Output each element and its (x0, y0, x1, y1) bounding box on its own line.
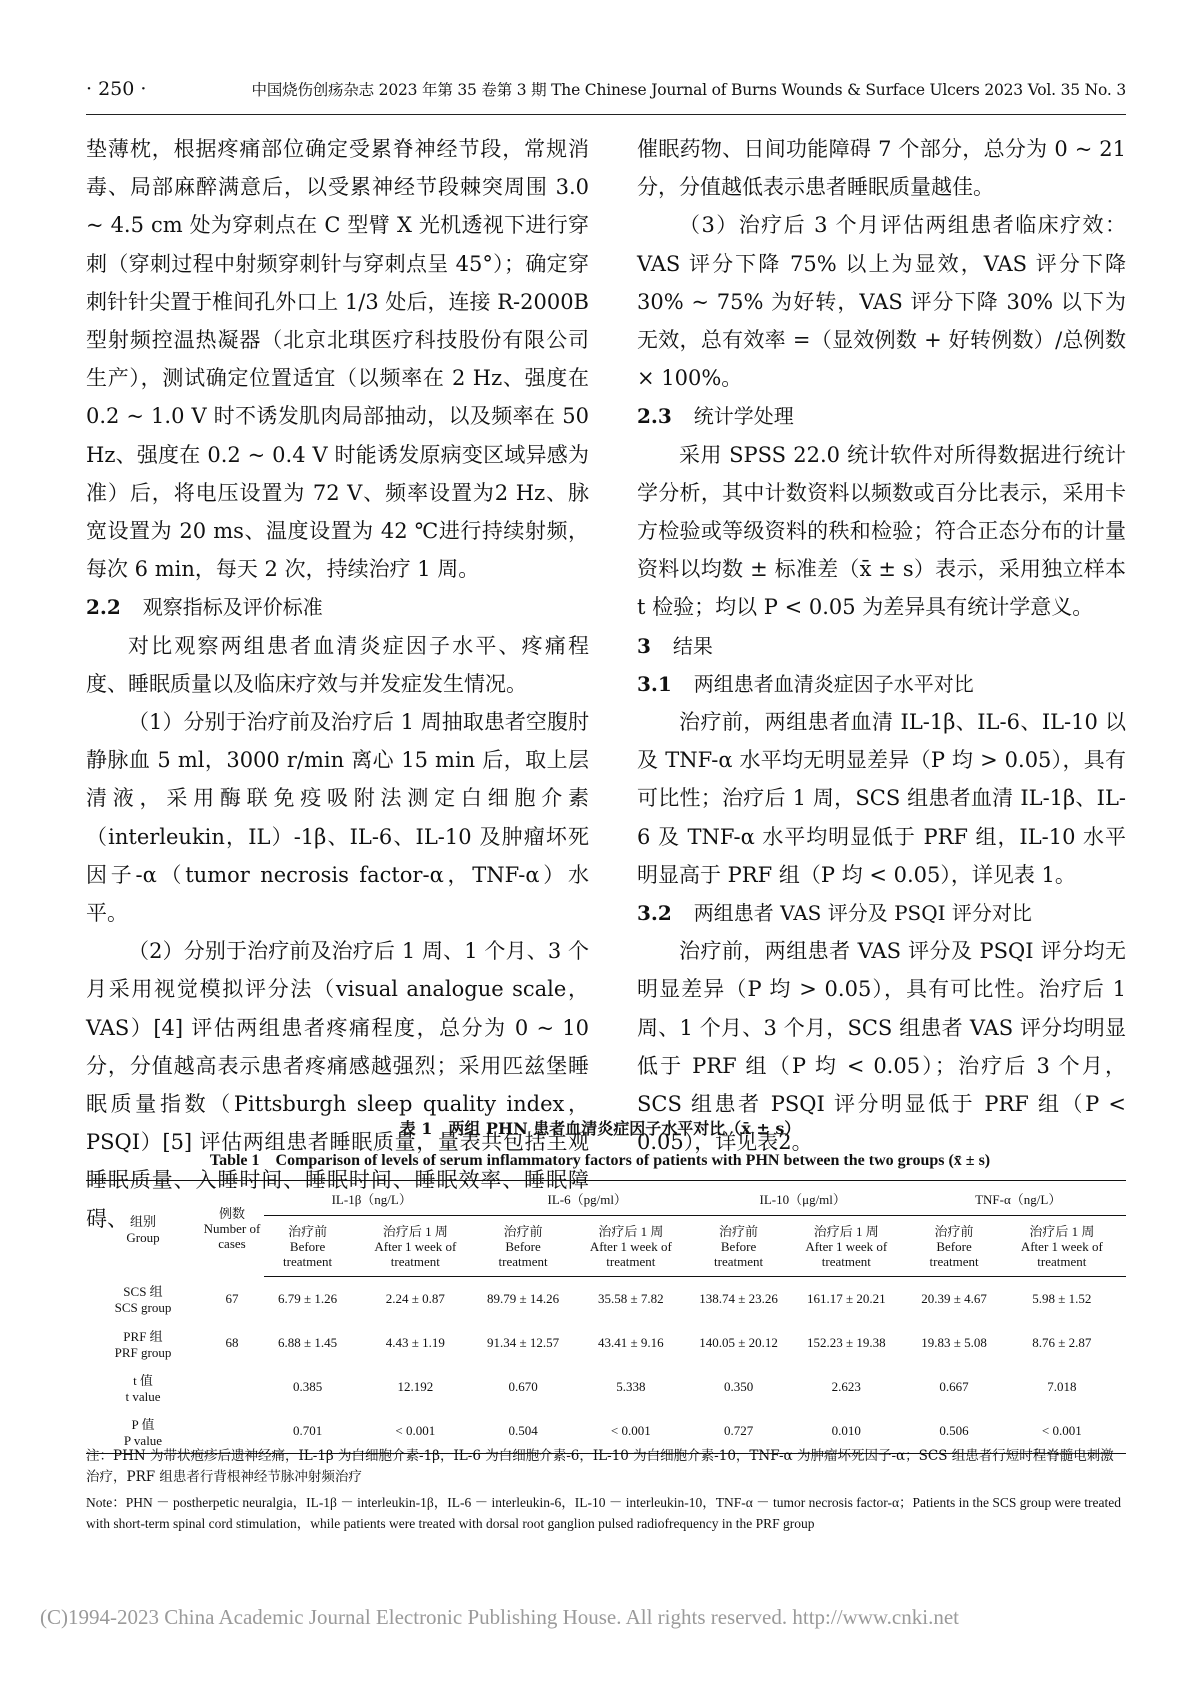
page-header (86, 78, 1126, 112)
table-cell: 0.667 (939, 1379, 969, 1394)
header-before: 治疗前 Before treatment (479, 1216, 566, 1277)
header-before: 治疗前 Before treatment (264, 1216, 351, 1277)
table-cell: < 0.001 (998, 1409, 1126, 1454)
note-cn: 注：PHN 为带状疱疹后遗神经痛，IL-1β 为白细胞介素-1β，IL-6 为白细胞介素-6，IL-10 为白细胞介素-10，TNF-α 为肿瘤坏死因子-α；SCS 组患者行短时程脊髓电刺激治疗，PRF 组患者行背根神经节脉冲射频治疗 (86, 1448, 1114, 1485)
section-title: 结果 (672, 633, 713, 658)
paragraph: 催眠药物、日间功能障碍 7 个部分，总分为 0 ~ 21 分，分值越低表示患者睡眠质量越佳。 (637, 137, 1126, 200)
paragraph: 垫薄枕，根据疼痛部位确定受累脊神经节段，常规消毒、局部麻醉满意后，以受累神经节段棘突周围 3.0 ~ 4.5 cm 处为穿刺点在 C 型臂 X 光机透视下进行穿刺（穿刺过程中射频穿刺针与穿刺点呈 45°）；确定穿刺针针尖置于椎间孔外口上 1/3 处后，连接 R-2000B 型射频控温热凝器（北京北琪医疗科技股份有限公司生产），测试确定位置适宜（以频率在 2 Hz、强度在 0.2 ~ 1.0 V 时不诱发肌肉局部抽动，以及频率在 50 Hz、强度在 0.2 ~ 0.4 V 时能诱发原病变区域异感为准）后，将电压设置为 72 V、频率设置为2 Hz、脉宽设置为 20 ms、温度设置为 42 ℃进行持续射频，每次 6 min，每天 2 次，持续治疗 1 周。 (86, 137, 589, 582)
row-cases: 67 (225, 1290, 239, 1306)
table-cell: 2.24 ± 0.87 (385, 1291, 445, 1306)
paragraph: 采用 SPSS 22.0 统计软件对所得数据进行统计学分析，其中计数资料以频数或百分比表示，采用卡方检验或等级资料的秩和检验；符合正态分布的计量资料以均数 ± 标准差（x̄ ± s）表示，采用独立样本 t 检验；均以 P < 0.05 为差异具有统计学意义。 (637, 442, 1126, 620)
row-label: P 值 P value (86, 1409, 200, 1454)
table-cell: 138.74 ± 23.26 (699, 1291, 778, 1306)
header-marker: IL-6（pg/ml） (479, 1181, 694, 1216)
table-cell: 0.701 (264, 1409, 351, 1454)
row-label: PRF 组 PRF group (114, 1328, 172, 1360)
row-label: t 值 t value (125, 1372, 161, 1404)
table-cell: 8.76 ± 2.87 (1032, 1335, 1092, 1350)
running-title: 中国烧伤创疡杂志 2023 年第 35 卷第 3 期 The Chinese Journal of Burns Wounds & Surface Ulcers 2023 Vol. 35 No. 3 (251, 81, 1126, 99)
section-number: 2.2 (86, 595, 121, 620)
section-title: 统计学处理 (693, 404, 794, 429)
table-cell: 4.43 ± 1.19 (385, 1335, 445, 1350)
table-caption-cn: 表 1 两组 PHN 患者血清炎症因子水平对比（x̄ ± s） (399, 1119, 801, 1138)
table-cell: 140.05 ± 20.12 (699, 1335, 778, 1350)
table-row (86, 1365, 1126, 1409)
table-cell: 0.010 (782, 1409, 910, 1454)
header-after: 治疗后 1 周 After 1 week of treatment (782, 1216, 910, 1277)
paragraph: 治疗前，两组患者 VAS 评分及 PSQI 评分均无明显差异（P 均 > 0.05），具有可比性。治疗后 1 周、1 个月、3 个月，SCS 组患者 VAS 评分均明显低于 PRF 组（P 均 < 0.05）；治疗后 3 个月，SCS 组患者 PSQI 评分明显低于 PRF 组（P < 0.05），详见表2。 (637, 939, 1126, 1155)
table-1 (86, 1180, 1126, 1454)
table-cell: 0.506 (910, 1409, 997, 1454)
header-before: 治疗前 Before treatment (695, 1216, 782, 1277)
paragraph: 对比观察两组患者血清炎症因子水平、疼痛程度、睡眠质量以及临床疗效与并发症发生情况。 (86, 633, 589, 696)
section-title: 两组患者 VAS 评分及 PSQI 评分对比 (693, 901, 1032, 926)
header-marker: IL-10（μg/ml） (695, 1181, 910, 1216)
table-cell: 91.34 ± 12.57 (487, 1335, 560, 1350)
header-rule (86, 114, 1126, 115)
table-cell: 0.350 (723, 1379, 754, 1394)
table-cell: 2.623 (831, 1379, 861, 1394)
table-cell: 35.58 ± 7.82 (598, 1291, 664, 1306)
table-cell: 12.192 (397, 1379, 434, 1394)
table-cell: 7.018 (1047, 1379, 1077, 1394)
header-before: 治疗前 Before treatment (910, 1216, 997, 1277)
table-cell: 43.41 ± 9.16 (598, 1335, 664, 1350)
section-number: 3 (637, 633, 651, 658)
paragraph: （1）分别于治疗前及治疗后 1 周抽取患者空腹肘静脉血 5 ml，3000 r/min 离心 15 min 后，取上层清液，采用酶联免疫吸附法测定白细胞介素（interleukin，IL）-1β、IL-6、IL-10 及肿瘤坏死因子-α（tumor necrosis factor-α，TNF-α）水平。 (86, 710, 589, 926)
page-number: · 250 · (86, 78, 147, 100)
section-number: 2.3 (637, 404, 672, 429)
table-cell: 19.83 ± 5.08 (921, 1335, 987, 1350)
table-cell: 161.17 ± 20.21 (806, 1291, 886, 1306)
header-marker: TNF-α（ng/L） (910, 1181, 1126, 1216)
table-row (86, 1277, 1126, 1322)
table-cell: 5.338 (616, 1379, 646, 1394)
table-cell: 6.88 ± 1.45 (278, 1335, 338, 1350)
table-notes (86, 1446, 1126, 1538)
header-group: 组别 Group (86, 1181, 200, 1277)
section-heading-3-2 (637, 894, 1126, 932)
section-heading-3-1 (637, 665, 1126, 703)
header-cases: 例数 Number of cases (200, 1181, 264, 1277)
section-number: 3.1 (637, 671, 672, 696)
right-column (637, 130, 1126, 1161)
header-after: 治疗后 1 周 After 1 week of treatment (351, 1216, 479, 1277)
copyright-footer: (C)1994-2023 China Academic Journal Electronic Publishing House. All rights reserved. http://www.cnki.net (40, 1605, 959, 1629)
table-cell: 0.670 (508, 1379, 538, 1394)
header-after: 治疗后 1 周 After 1 week of treatment (998, 1216, 1126, 1277)
table-cell: 20.39 ± 4.67 (921, 1291, 987, 1306)
header-marker: IL-1β（ng/L） (264, 1181, 479, 1216)
note-en: Note：PHN － postherpetic neuralgia，IL-1β － interleukin-1β，IL-6 － interleukin-6，IL-10 － interleukin-10，TNF-α － tumor necrosis factor-α；Patients in the SCS group were treated with short-term spinal cord stimulation，while patients were treated with dorsal root ganglion pulsed radiofrequency in the PRF group (86, 1495, 1121, 1531)
section-title: 观察指标及评价标准 (142, 595, 323, 620)
left-column (86, 130, 589, 1238)
paragraph: （3）治疗后 3 个月评估两组患者临床疗效：VAS 评分下降 75% 以上为显效，VAS 评分下降 30% ~ 75% 为好转，VAS 评分下降 30% 以下为无效，总有效率 =（显效例数 + 好转例数）/总例数 × 100%。 (637, 213, 1126, 391)
section-number: 3.2 (637, 901, 672, 926)
table-cell: < 0.001 (351, 1409, 479, 1454)
table-cell: 5.98 ± 1.52 (1032, 1291, 1092, 1306)
table-cell: 152.23 ± 19.38 (806, 1335, 886, 1350)
section-heading-3 (637, 627, 1126, 665)
table-row (86, 1321, 1126, 1365)
table-cell: 0.727 (695, 1409, 782, 1454)
table-cell: < 0.001 (567, 1409, 695, 1454)
section-heading-2-2 (86, 588, 589, 626)
row-cases (200, 1365, 264, 1409)
table-cell: 89.79 ± 14.26 (487, 1291, 560, 1306)
table-cell: 0.385 (292, 1379, 323, 1394)
table-caption-en: Table 1 Comparison of levels of serum inflammatory factors of patients with PHN between the two groups (x̄ ± s) (209, 1152, 991, 1169)
paragraph: （2）分别于治疗前及治疗后 1 周、1 个月、3 个月采用视觉模拟评分法（visual analogue scale，VAS）[4] 评估两组患者疼痛程度，总分为 0 ~ 10 分，分值越高表示患者疼痛感越强烈；采用匹兹堡睡眠质量指数（Pittsburgh sleep quality index，PSQI）[5] 评估两组患者睡眠质量，量表共包括主观睡眠质量、入睡时间、睡眠时间、睡眠效率、睡眠障碍、 (86, 939, 589, 1231)
section-title: 两组患者血清炎症因子水平对比 (693, 671, 974, 696)
row-cases: 68 (225, 1335, 239, 1350)
table-cell: 0.504 (479, 1409, 566, 1454)
section-heading-2-3 (637, 397, 1126, 435)
header-after: 治疗后 1 周 After 1 week of treatment (567, 1216, 695, 1277)
row-label: SCS 组 SCS group (114, 1284, 172, 1316)
paragraph: 治疗前，两组患者血清 IL-1β、IL-6、IL-10 以及 TNF-α 水平均无明显差异（P 均 > 0.05），具有可比性；治疗后 1 周，SCS 组患者血清 IL-1β、IL-6 及 TNF-α 水平均明显低于 PRF 组，IL-10 水平明显高于 PRF 组（P 均 < 0.05），详见表 1。 (637, 710, 1126, 887)
table-cell: 6.79 ± 1.26 (278, 1291, 338, 1306)
